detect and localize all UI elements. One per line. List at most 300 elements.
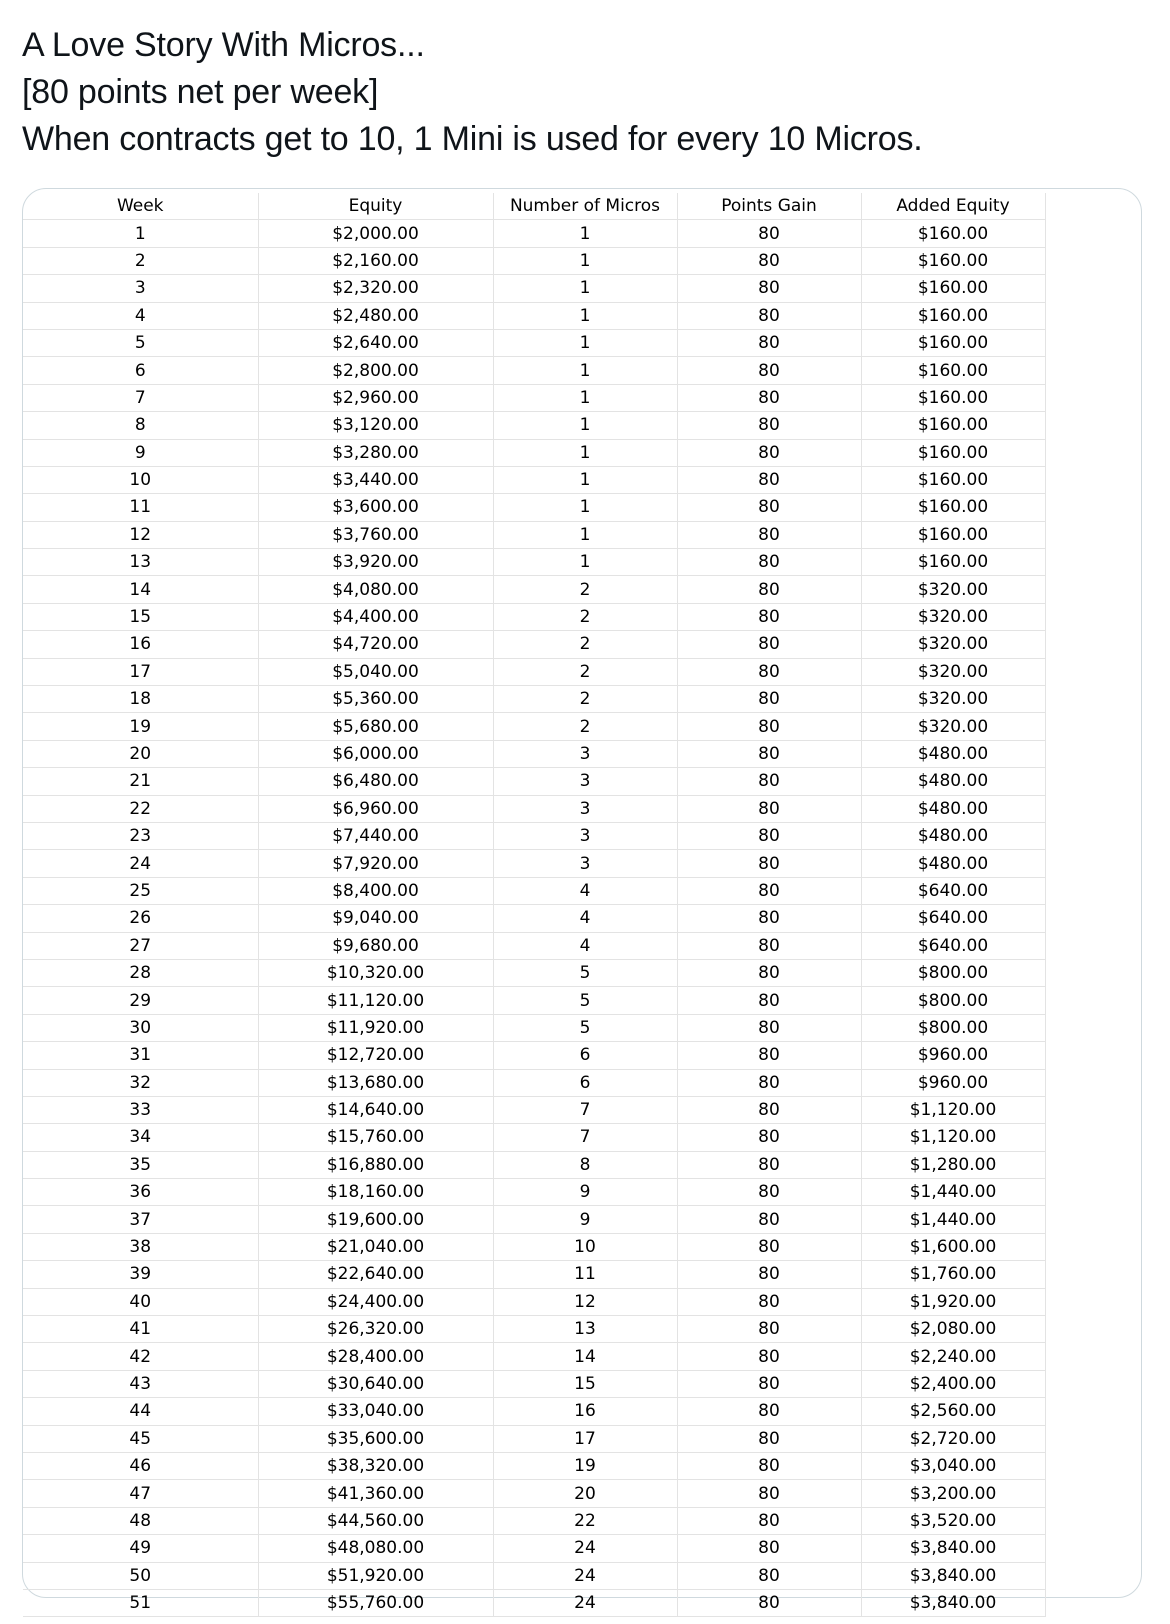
table-row <box>23 302 1045 329</box>
table-row <box>23 1452 1045 1479</box>
cell-points-gain: 80 <box>677 1042 861 1069</box>
cell-equity: $4,080.00 <box>258 576 493 603</box>
cell-week: 46 <box>23 1452 258 1479</box>
cell-micros: 11 <box>493 1261 677 1288</box>
header-week: Week <box>23 193 258 220</box>
cell-added-equity: $2,240.00 <box>861 1343 1045 1370</box>
cell-added-equity: $160.00 <box>861 439 1045 466</box>
table-row <box>23 822 1045 849</box>
table-row <box>23 1398 1045 1425</box>
table-row <box>23 768 1045 795</box>
cell-micros: 16 <box>493 1398 677 1425</box>
cell-equity: $10,320.00 <box>258 959 493 986</box>
cell-points-gain: 80 <box>677 275 861 302</box>
table-row <box>23 466 1045 493</box>
table-row <box>23 1261 1045 1288</box>
cell-equity: $2,480.00 <box>258 302 493 329</box>
table-row <box>23 1014 1045 1041</box>
cell-micros: 2 <box>493 576 677 603</box>
cell-micros: 1 <box>493 275 677 302</box>
table-row <box>23 631 1045 658</box>
cell-week: 1 <box>23 220 258 247</box>
cell-micros: 1 <box>493 439 677 466</box>
cell-added-equity: $640.00 <box>861 905 1045 932</box>
cell-week: 4 <box>23 302 258 329</box>
cell-week: 38 <box>23 1233 258 1260</box>
cell-week: 29 <box>23 987 258 1014</box>
cell-equity: $5,360.00 <box>258 686 493 713</box>
cell-added-equity: $800.00 <box>861 959 1045 986</box>
cell-week: 9 <box>23 439 258 466</box>
cell-micros: 2 <box>493 603 677 630</box>
table-row <box>23 576 1045 603</box>
cell-added-equity: $160.00 <box>861 329 1045 356</box>
cell-equity: $15,760.00 <box>258 1124 493 1151</box>
cell-added-equity: $160.00 <box>861 466 1045 493</box>
cell-week: 39 <box>23 1261 258 1288</box>
cell-added-equity: $160.00 <box>861 247 1045 274</box>
cell-micros: 2 <box>493 713 677 740</box>
cell-added-equity: $320.00 <box>861 603 1045 630</box>
cell-equity: $2,640.00 <box>258 329 493 356</box>
cell-micros: 7 <box>493 1124 677 1151</box>
cell-added-equity: $2,080.00 <box>861 1316 1045 1343</box>
cell-points-gain: 80 <box>677 1206 861 1233</box>
cell-week: 34 <box>23 1124 258 1151</box>
cell-added-equity: $320.00 <box>861 713 1045 740</box>
table-row <box>23 357 1045 384</box>
table-row <box>23 1507 1045 1534</box>
table-row <box>23 1535 1045 1562</box>
cell-micros: 1 <box>493 247 677 274</box>
table-row <box>23 247 1045 274</box>
cell-week: 43 <box>23 1370 258 1397</box>
header-equity: Equity <box>258 193 493 220</box>
cell-equity: $6,960.00 <box>258 795 493 822</box>
cell-equity: $3,920.00 <box>258 549 493 576</box>
cell-equity: $24,400.00 <box>258 1288 493 1315</box>
cell-week: 50 <box>23 1562 258 1589</box>
table-row <box>23 1288 1045 1315</box>
cell-added-equity: $2,400.00 <box>861 1370 1045 1397</box>
cell-points-gain: 80 <box>677 877 861 904</box>
table-row <box>23 1124 1045 1151</box>
cell-week: 47 <box>23 1480 258 1507</box>
cell-points-gain: 80 <box>677 1370 861 1397</box>
cell-week: 51 <box>23 1589 258 1616</box>
cell-equity: $18,160.00 <box>258 1179 493 1206</box>
cell-added-equity: $320.00 <box>861 576 1045 603</box>
cell-week: 16 <box>23 631 258 658</box>
cell-equity: $35,600.00 <box>258 1425 493 1452</box>
cell-equity: $3,760.00 <box>258 521 493 548</box>
cell-equity: $55,760.00 <box>258 1589 493 1616</box>
cell-micros: 3 <box>493 850 677 877</box>
cell-week: 27 <box>23 932 258 959</box>
cell-added-equity: $1,280.00 <box>861 1151 1045 1178</box>
cell-points-gain: 80 <box>677 329 861 356</box>
table-row <box>23 603 1045 630</box>
cell-micros: 8 <box>493 1151 677 1178</box>
table-row <box>23 521 1045 548</box>
cell-points-gain: 80 <box>677 384 861 411</box>
cell-micros: 24 <box>493 1589 677 1616</box>
cell-equity: $2,320.00 <box>258 275 493 302</box>
cell-week: 37 <box>23 1206 258 1233</box>
cell-points-gain: 80 <box>677 576 861 603</box>
cell-week: 35 <box>23 1151 258 1178</box>
table-row <box>23 1589 1045 1616</box>
cell-micros: 3 <box>493 768 677 795</box>
cell-week: 18 <box>23 686 258 713</box>
cell-points-gain: 80 <box>677 1124 861 1151</box>
cell-week: 32 <box>23 1069 258 1096</box>
cell-points-gain: 80 <box>677 603 861 630</box>
cell-week: 20 <box>23 740 258 767</box>
cell-points-gain: 80 <box>677 713 861 740</box>
cell-micros: 1 <box>493 549 677 576</box>
cell-micros: 17 <box>493 1425 677 1452</box>
table-row <box>23 1206 1045 1233</box>
cell-week: 12 <box>23 521 258 548</box>
cell-week: 26 <box>23 905 258 932</box>
cell-micros: 1 <box>493 412 677 439</box>
cell-micros: 10 <box>493 1233 677 1260</box>
table-row <box>23 850 1045 877</box>
cell-points-gain: 80 <box>677 905 861 932</box>
cell-added-equity: $960.00 <box>861 1042 1045 1069</box>
cell-added-equity: $1,440.00 <box>861 1179 1045 1206</box>
cell-points-gain: 80 <box>677 1535 861 1562</box>
cell-week: 6 <box>23 357 258 384</box>
cell-week: 13 <box>23 549 258 576</box>
cell-equity: $2,160.00 <box>258 247 493 274</box>
cell-week: 5 <box>23 329 258 356</box>
cell-micros: 20 <box>493 1480 677 1507</box>
cell-added-equity: $3,840.00 <box>861 1535 1045 1562</box>
tweet-line-title: A Love Story With Micros... <box>22 26 425 64</box>
cell-micros: 1 <box>493 521 677 548</box>
cell-micros: 2 <box>493 658 677 685</box>
cell-week: 11 <box>23 494 258 521</box>
tweet-media-image[interactable] <box>22 188 1142 1614</box>
cell-points-gain: 80 <box>677 1261 861 1288</box>
cell-micros: 24 <box>493 1535 677 1562</box>
cell-equity: $3,120.00 <box>258 412 493 439</box>
cell-added-equity: $800.00 <box>861 1014 1045 1041</box>
cell-added-equity: $640.00 <box>861 932 1045 959</box>
table-row <box>23 740 1045 767</box>
cell-micros: 15 <box>493 1370 677 1397</box>
tweet-text <box>22 22 923 163</box>
cell-added-equity: $160.00 <box>861 302 1045 329</box>
cell-equity: $13,680.00 <box>258 1069 493 1096</box>
cell-micros: 1 <box>493 220 677 247</box>
cell-micros: 13 <box>493 1316 677 1343</box>
cell-micros: 6 <box>493 1042 677 1069</box>
cell-added-equity: $1,760.00 <box>861 1261 1045 1288</box>
cell-points-gain: 80 <box>677 1562 861 1589</box>
cell-week: 28 <box>23 959 258 986</box>
cell-micros: 22 <box>493 1507 677 1534</box>
cell-micros: 24 <box>493 1562 677 1589</box>
cell-equity: $3,440.00 <box>258 466 493 493</box>
table-row <box>23 1370 1045 1397</box>
cell-equity: $7,920.00 <box>258 850 493 877</box>
cell-added-equity: $960.00 <box>861 1069 1045 1096</box>
cell-equity: $9,680.00 <box>258 932 493 959</box>
cell-added-equity: $3,200.00 <box>861 1480 1045 1507</box>
cell-equity: $5,040.00 <box>258 658 493 685</box>
cell-equity: $33,040.00 <box>258 1398 493 1425</box>
cell-week: 19 <box>23 713 258 740</box>
cell-week: 48 <box>23 1507 258 1534</box>
table-row <box>23 932 1045 959</box>
cell-added-equity: $480.00 <box>861 768 1045 795</box>
table-header-row <box>23 193 1045 220</box>
cell-points-gain: 80 <box>677 1179 861 1206</box>
table-row <box>23 1179 1045 1206</box>
cell-week: 31 <box>23 1042 258 1069</box>
cell-added-equity: $1,120.00 <box>861 1096 1045 1123</box>
cell-points-gain: 80 <box>677 1343 861 1370</box>
cell-equity: $41,360.00 <box>258 1480 493 1507</box>
cell-points-gain: 80 <box>677 1398 861 1425</box>
cell-equity: $7,440.00 <box>258 822 493 849</box>
cell-equity: $51,920.00 <box>258 1562 493 1589</box>
cell-added-equity: $480.00 <box>861 850 1045 877</box>
cell-points-gain: 80 <box>677 1480 861 1507</box>
cell-micros: 2 <box>493 631 677 658</box>
cell-week: 3 <box>23 275 258 302</box>
cell-points-gain: 80 <box>677 1233 861 1260</box>
cell-added-equity: $800.00 <box>861 987 1045 1014</box>
cell-micros: 5 <box>493 959 677 986</box>
table-row <box>23 1233 1045 1260</box>
table-row <box>23 1096 1045 1123</box>
cell-micros: 1 <box>493 466 677 493</box>
cell-micros: 3 <box>493 795 677 822</box>
header-added-equity: Added Equity <box>861 193 1045 220</box>
table-row <box>23 384 1045 411</box>
cell-added-equity: $320.00 <box>861 686 1045 713</box>
cell-points-gain: 80 <box>677 220 861 247</box>
cell-equity: $38,320.00 <box>258 1452 493 1479</box>
cell-week: 14 <box>23 576 258 603</box>
cell-micros: 1 <box>493 329 677 356</box>
cell-points-gain: 80 <box>677 631 861 658</box>
cell-points-gain: 80 <box>677 1288 861 1315</box>
cell-points-gain: 80 <box>677 439 861 466</box>
table-row <box>23 439 1045 466</box>
cell-week: 36 <box>23 1179 258 1206</box>
cell-micros: 1 <box>493 494 677 521</box>
cell-equity: $5,680.00 <box>258 713 493 740</box>
cell-points-gain: 80 <box>677 302 861 329</box>
cell-added-equity: $160.00 <box>861 357 1045 384</box>
table-row <box>23 795 1045 822</box>
cell-week: 15 <box>23 603 258 630</box>
cell-week: 21 <box>23 768 258 795</box>
cell-week: 7 <box>23 384 258 411</box>
cell-added-equity: $160.00 <box>861 384 1045 411</box>
cell-points-gain: 80 <box>677 932 861 959</box>
cell-points-gain: 80 <box>677 658 861 685</box>
cell-points-gain: 80 <box>677 1425 861 1452</box>
cell-points-gain: 80 <box>677 357 861 384</box>
cell-equity: $14,640.00 <box>258 1096 493 1123</box>
cell-added-equity: $640.00 <box>861 877 1045 904</box>
cell-equity: $22,640.00 <box>258 1261 493 1288</box>
cell-added-equity: $160.00 <box>861 521 1045 548</box>
cell-points-gain: 80 <box>677 1316 861 1343</box>
cell-week: 23 <box>23 822 258 849</box>
cell-week: 24 <box>23 850 258 877</box>
cell-points-gain: 80 <box>677 494 861 521</box>
cell-week: 30 <box>23 1014 258 1041</box>
cell-week: 2 <box>23 247 258 274</box>
cell-micros: 5 <box>493 1014 677 1041</box>
table-row <box>23 987 1045 1014</box>
cell-points-gain: 80 <box>677 1589 861 1616</box>
cell-points-gain: 80 <box>677 959 861 986</box>
cell-added-equity: $160.00 <box>861 220 1045 247</box>
cell-equity: $30,640.00 <box>258 1370 493 1397</box>
table-row <box>23 686 1045 713</box>
cell-added-equity: $3,840.00 <box>861 1562 1045 1589</box>
cell-points-gain: 80 <box>677 412 861 439</box>
cell-equity: $2,800.00 <box>258 357 493 384</box>
cell-week: 33 <box>23 1096 258 1123</box>
cell-equity: $48,080.00 <box>258 1535 493 1562</box>
cell-equity: $9,040.00 <box>258 905 493 932</box>
cell-equity: $2,960.00 <box>258 384 493 411</box>
cell-equity: $2,000.00 <box>258 220 493 247</box>
cell-added-equity: $1,440.00 <box>861 1206 1045 1233</box>
cell-equity: $11,920.00 <box>258 1014 493 1041</box>
cell-equity: $8,400.00 <box>258 877 493 904</box>
spreadsheet-table <box>23 193 1046 1617</box>
cell-micros: 4 <box>493 877 677 904</box>
cell-week: 25 <box>23 877 258 904</box>
cell-added-equity: $160.00 <box>861 494 1045 521</box>
table-row <box>23 658 1045 685</box>
cell-points-gain: 80 <box>677 1507 861 1534</box>
cell-equity: $4,720.00 <box>258 631 493 658</box>
cell-week: 8 <box>23 412 258 439</box>
table-row <box>23 1480 1045 1507</box>
cell-added-equity: $2,560.00 <box>861 1398 1045 1425</box>
cell-equity: $12,720.00 <box>258 1042 493 1069</box>
cell-micros: 4 <box>493 905 677 932</box>
cell-added-equity: $160.00 <box>861 275 1045 302</box>
cell-micros: 1 <box>493 384 677 411</box>
cell-points-gain: 80 <box>677 1452 861 1479</box>
cell-equity: $4,400.00 <box>258 603 493 630</box>
table-row <box>23 1069 1045 1096</box>
cell-equity: $44,560.00 <box>258 1507 493 1534</box>
cell-week: 17 <box>23 658 258 685</box>
tweet-line-subtitle: [80 points net per week] <box>22 73 379 111</box>
cell-week: 45 <box>23 1425 258 1452</box>
cell-points-gain: 80 <box>677 795 861 822</box>
cell-micros: 1 <box>493 357 677 384</box>
table-row <box>23 959 1045 986</box>
cell-micros: 19 <box>493 1452 677 1479</box>
table-row <box>23 1425 1045 1452</box>
table-row <box>23 1343 1045 1370</box>
cell-week: 10 <box>23 466 258 493</box>
cell-equity: $21,040.00 <box>258 1233 493 1260</box>
table-row <box>23 329 1045 356</box>
cell-micros: 9 <box>493 1179 677 1206</box>
cell-week: 42 <box>23 1343 258 1370</box>
cell-equity: $6,000.00 <box>258 740 493 767</box>
cell-points-gain: 80 <box>677 466 861 493</box>
cell-added-equity: $160.00 <box>861 412 1045 439</box>
cell-points-gain: 80 <box>677 247 861 274</box>
header-number-of-micros: Number of Micros <box>493 193 677 220</box>
cell-added-equity: $1,920.00 <box>861 1288 1045 1315</box>
cell-equity: $26,320.00 <box>258 1316 493 1343</box>
cell-added-equity: $320.00 <box>861 631 1045 658</box>
table-row <box>23 905 1045 932</box>
cell-micros: 3 <box>493 822 677 849</box>
cell-micros: 12 <box>493 1288 677 1315</box>
cell-equity: $11,120.00 <box>258 987 493 1014</box>
cell-week: 22 <box>23 795 258 822</box>
cell-added-equity: $480.00 <box>861 822 1045 849</box>
table-row <box>23 1316 1045 1343</box>
table-row <box>23 1042 1045 1069</box>
cell-micros: 6 <box>493 1069 677 1096</box>
cell-micros: 5 <box>493 987 677 1014</box>
table-row <box>23 1151 1045 1178</box>
table-row <box>23 220 1045 247</box>
cell-equity: $19,600.00 <box>258 1206 493 1233</box>
cell-points-gain: 80 <box>677 549 861 576</box>
cell-micros: 2 <box>493 686 677 713</box>
table-row <box>23 713 1045 740</box>
cell-points-gain: 80 <box>677 740 861 767</box>
cell-points-gain: 80 <box>677 1014 861 1041</box>
cell-added-equity: $3,840.00 <box>861 1589 1045 1616</box>
cell-points-gain: 80 <box>677 1096 861 1123</box>
cell-equity: $16,880.00 <box>258 1151 493 1178</box>
table-row <box>23 412 1045 439</box>
cell-micros: 7 <box>493 1096 677 1123</box>
table-row <box>23 549 1045 576</box>
cell-points-gain: 80 <box>677 686 861 713</box>
cell-equity: $28,400.00 <box>258 1343 493 1370</box>
table-row <box>23 1562 1045 1589</box>
table-row <box>23 877 1045 904</box>
cell-points-gain: 80 <box>677 521 861 548</box>
cell-points-gain: 80 <box>677 850 861 877</box>
cell-week: 49 <box>23 1535 258 1562</box>
cell-micros: 3 <box>493 740 677 767</box>
table-body <box>23 220 1045 1617</box>
table-row <box>23 275 1045 302</box>
cell-points-gain: 80 <box>677 768 861 795</box>
cell-micros: 4 <box>493 932 677 959</box>
cell-week: 41 <box>23 1316 258 1343</box>
cell-added-equity: $2,720.00 <box>861 1425 1045 1452</box>
cell-added-equity: $1,600.00 <box>861 1233 1045 1260</box>
cell-added-equity: $480.00 <box>861 795 1045 822</box>
cell-week: 40 <box>23 1288 258 1315</box>
cell-added-equity: $3,520.00 <box>861 1507 1045 1534</box>
